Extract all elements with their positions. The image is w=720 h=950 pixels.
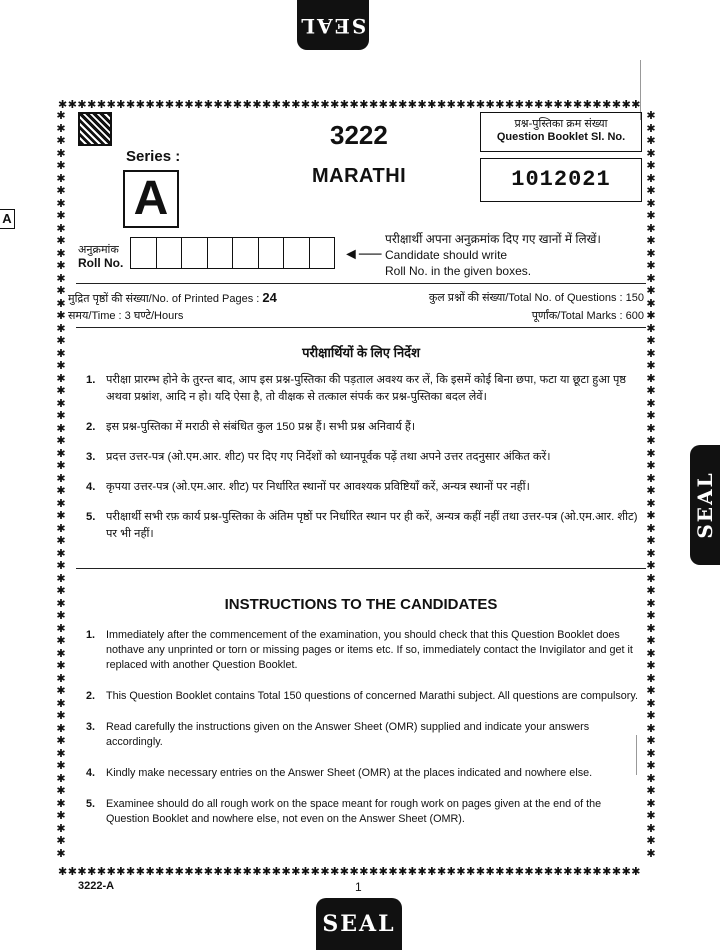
printed-pages-label: मुद्रित पृष्ठों की संख्या/No. of Printed Pages : (68, 293, 263, 305)
roll-label-english: Roll No. (78, 256, 124, 270)
star-border-bottom: ✱✱✱✱✱✱✱✱✱✱✱✱✱✱✱✱✱✱✱✱✱✱✱✱✱✱✱✱✱✱✱✱✱✱✱✱✱✱✱✱✱✱✱✱✱✱✱✱✱✱✱✱✱✱✱✱✱✱✱✱ (58, 865, 642, 878)
seal-stamp-bottom: SEAL (316, 898, 402, 950)
series-box: A (123, 170, 179, 228)
qr-code (78, 112, 112, 146)
seal-stamp-top: SEAL (297, 0, 369, 50)
side-series-tab: A (0, 209, 15, 229)
list-item: 1. Immediately after the commencement of the examination, you should check that this Question Booklet does nothave any unprinted or torn or missing pages or items etc. If so, immediately contact the Invigilator and get it replaced with another Question Booklet. (86, 629, 633, 671)
roll-note-english-1: Candidate should write (385, 248, 508, 262)
roll-digit-box[interactable] (208, 238, 234, 268)
roll-digit-box[interactable] (233, 238, 259, 268)
divider (76, 568, 646, 569)
list-item: 2. This Question Booklet contains Total 150 questions of concerned Marathi subject. All questions are compulsory. (86, 690, 638, 702)
total-marks: पूर्णांक/Total Marks : 600 (531, 310, 644, 322)
roll-digit-box[interactable] (310, 238, 335, 268)
left-arrow-icon: ◄── (343, 246, 382, 263)
roll-number-boxes[interactable] (130, 237, 335, 269)
roll-digit-box[interactable] (284, 238, 310, 268)
list-item: 4. Kindly make necessary entries on the Answer Sheet (OMR) at the places indicated and nowhere else. (86, 767, 593, 779)
slno-label-hindi: प्रश्न-पुस्तिका क्रम संख्या (514, 118, 608, 130)
list-item: 4. कृपया उत्तर-पत्र (ओ.एम.आर. शीट) पर निर्धारित स्थानों पर आवश्यक प्रविष्टियाँ करें, अन्यत्र स्थानों पर नहीं। (86, 481, 530, 493)
star-border-left: ✱ ✱ ✱ ✱ ✱ ✱ ✱ ✱ ✱ ✱ ✱ ✱ ✱ ✱ ✱ ✱ ✱ ✱ ✱ ✱ ✱ ✱ ✱ ✱ ✱ ✱ ✱ ✱ ✱ ✱ ✱ ✱ ✱ ✱ ✱ ✱ ✱ ✱ ✱ ✱ ✱ ✱ ✱ ✱ ✱ ✱ ✱ ✱ ✱ ✱ ✱ ✱ ✱ ✱ ✱ ✱ ✱ ✱ ✱ ✱ (56, 110, 66, 860)
roll-digit-box[interactable] (157, 238, 183, 268)
time-allowed: समय/Time : 3 घण्टे/Hours (68, 310, 184, 322)
star-border-top: ✱✱✱✱✱✱✱✱✱✱✱✱✱✱✱✱✱✱✱✱✱✱✱✱✱✱✱✱✱✱✱✱✱✱✱✱✱✱✱✱✱✱✱✱✱✱✱✱✱✱✱✱✱✱✱✱✱✱✱✱ (58, 98, 642, 111)
list-item: 3. प्रदत्त उत्तर-पत्र (ओ.एम.आर. शीट) पर दिए गए निर्देशों को ध्यानपूर्वक पढ़ें तथा अपने उत्तर तदनुसार अंकित करें। (86, 451, 551, 463)
series-label: Series : (126, 148, 181, 165)
subject-title: MARATHI (312, 165, 407, 187)
slno-label-english: Question Booklet Sl. No. (496, 131, 626, 143)
footer-booklet-code: 3222-A (78, 880, 115, 892)
roll-note-hindi: परीक्षार्थी अपना अनुक्रमांक दिए गए खानों में लिखें। (385, 232, 601, 246)
list-item: 5. Examinee should do all rough work on the space meant for rough work on pages given at the end of the Question Booklet and nowhere else, not even on the Answer Sheet (OMR). (86, 798, 602, 825)
roll-note-english-2: Roll No. in the given boxes. (385, 264, 532, 278)
english-instructions-title: INSTRUCTIONS TO THE CANDIDATES (224, 596, 498, 613)
star-border-right: ✱ ✱ ✱ ✱ ✱ ✱ ✱ ✱ ✱ ✱ ✱ ✱ ✱ ✱ ✱ ✱ ✱ ✱ ✱ ✱ ✱ ✱ ✱ ✱ ✱ ✱ ✱ ✱ ✱ ✱ ✱ ✱ ✱ ✱ ✱ ✱ ✱ ✱ ✱ ✱ ✱ ✱ ✱ ✱ ✱ ✱ ✱ ✱ ✱ ✱ ✱ ✱ ✱ ✱ ✱ ✱ ✱ ✱ ✱ ✱ (646, 110, 656, 860)
page-number: 1 (355, 880, 362, 894)
roll-digit-box[interactable] (259, 238, 285, 268)
english-instructions-list (86, 628, 646, 843)
total-questions: कुल प्रश्नों की संख्या/Total No. of Questions : 150 (428, 292, 644, 304)
roll-digit-box[interactable] (182, 238, 208, 268)
list-item: 5. परीक्षार्थी सभी रफ़ कार्य प्रश्न-पुस्तिका के अंतिम पृष्ठों पर निर्धारित स्थान पर ही करें, अन्यत्र कहीं नहीं तथा उत्तर-पत्र (ओ.एम.आर. शीट) पर भी नहीं। (86, 511, 638, 540)
divider (76, 283, 646, 284)
roll-label-hindi: अनुक्रमांक (78, 244, 119, 256)
printed-pages (68, 290, 277, 306)
slno-label-box (480, 112, 642, 152)
slno-value: 1012021 (480, 158, 642, 202)
list-item: 3. Read carefully the instructions given on the Answer Sheet (OMR) supplied and indicate your answers accordingly. (86, 721, 590, 748)
list-item: 2. इस प्रश्न-पुस्तिका में मराठी से संबंधित कुल 150 प्रश्न हैं। सभी प्रश्न अनिवार्य हैं। (86, 421, 416, 433)
roll-instruction-note (385, 231, 601, 279)
printed-pages-value: 24 (262, 290, 277, 305)
hindi-instructions-list (86, 372, 646, 556)
roll-digit-box[interactable] (131, 238, 157, 268)
divider (76, 327, 646, 328)
booklet-code: 3222 (330, 120, 388, 150)
hindi-instructions-title: परीक्षार्थियों के लिए निर्देश (302, 345, 420, 360)
seal-stamp-right: SEAL (690, 445, 720, 565)
list-item: 1. परीक्षा प्रारम्भ होने के तुरन्त बाद, आप इस प्रश्न-पुस्तिका की पड़ताल अवश्य कर लें, कि इसमें कोई बिना छपा, फटा या छूटा हुआ पृष्ठ अथवा प्रश्नांश, आदि न हो। यदि ऐसा है, तो वीक्षक से तत्काल संपर्क कर प्रश्न-पुस्तिका बदल लेवें। (86, 374, 627, 403)
